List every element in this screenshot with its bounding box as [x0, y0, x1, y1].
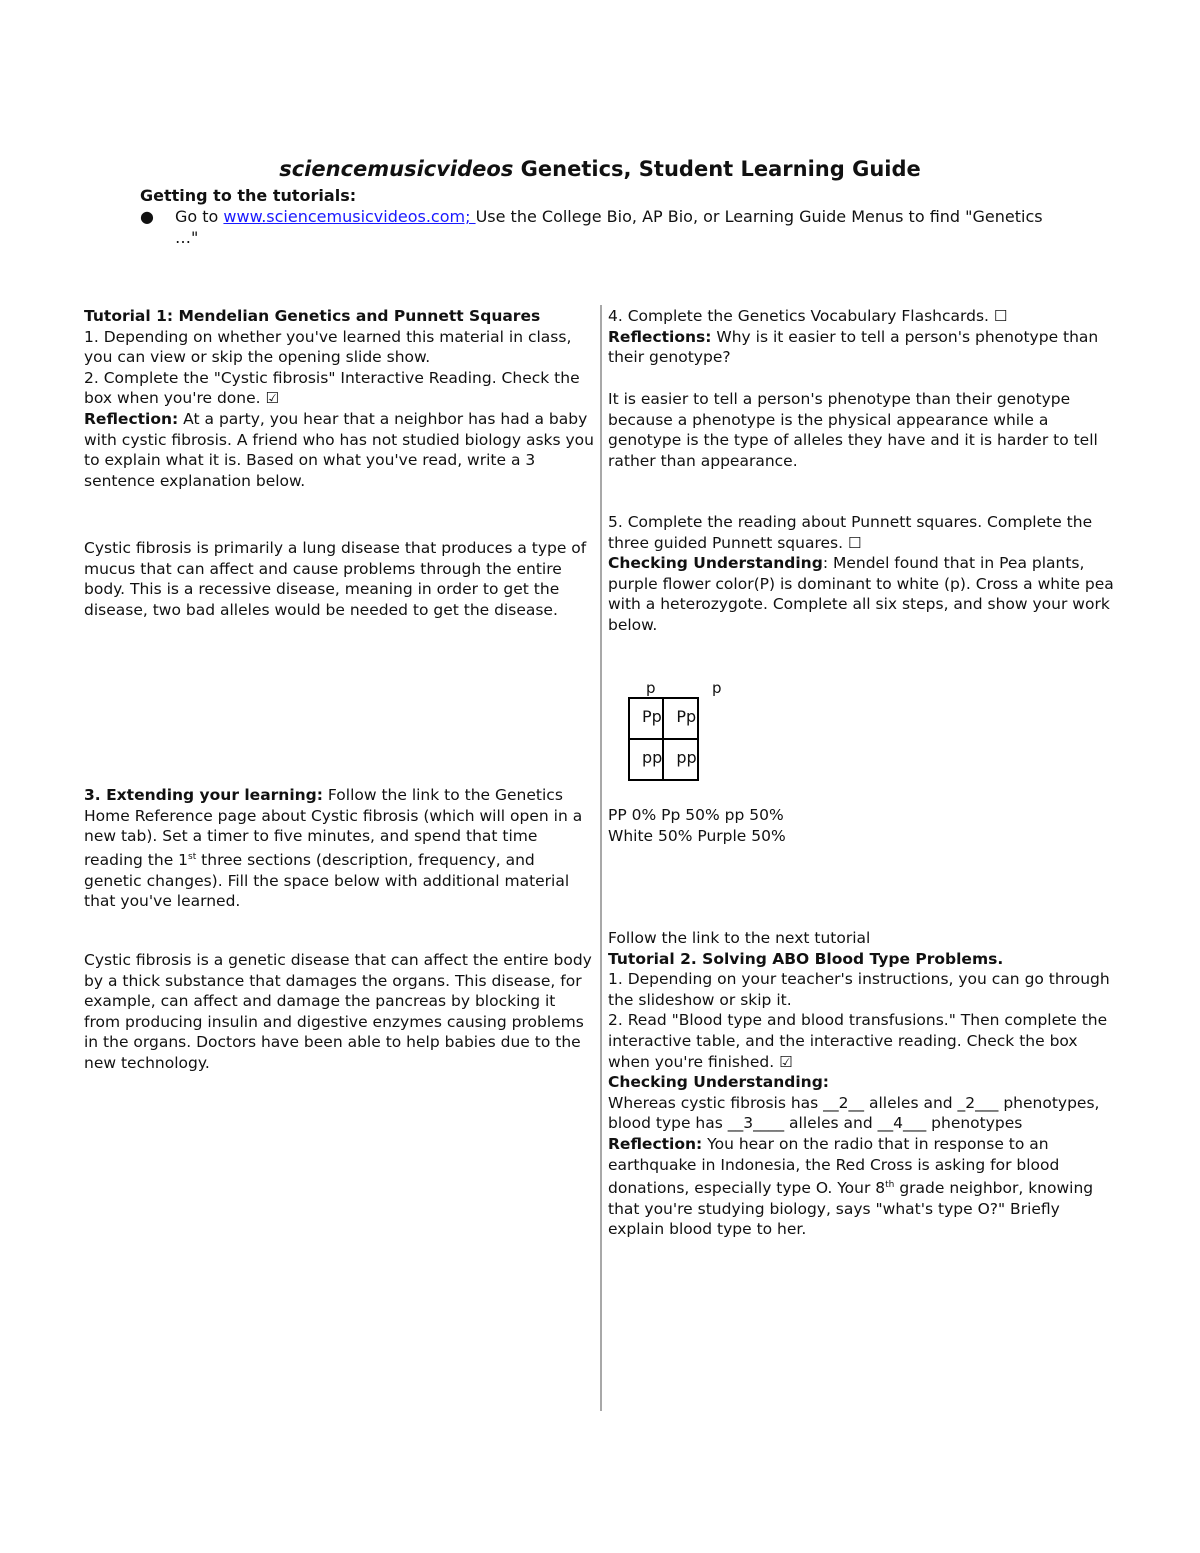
checked-box-icon[interactable]: ☑ — [265, 389, 279, 408]
punnett-grid — [628, 697, 699, 781]
answer-extending: Cystic fibrosis is a genetic disease that can affect the entire body by a thick substance that damages the organs. This disease, for example, can affect and damage the pancreas by blocking it from producing insulin and digestive enzymes causing problems in the organs. Doctors have been able to help babies due to the new technology. — [84, 951, 592, 1072]
punnett-cell: pp — [663, 739, 697, 780]
extending-text-b: three sections (description, frequency, and genetic changes). Fill the space below with additional material that you've learned. — [84, 850, 570, 911]
punnett-cell: Pp — [629, 698, 663, 739]
extending-learning — [84, 785, 594, 912]
sciencemusicvideos-link[interactable]: www.sciencemusicvideos.com; — [223, 207, 476, 226]
tutorial2-heading: Tutorial 2. Solving ABO Blood Type Problems. — [608, 949, 1004, 968]
step5 — [608, 512, 1120, 553]
punnett-row — [629, 698, 698, 739]
title-brand: sciencemusicvideos — [279, 157, 514, 181]
goto-prefix: Go to — [175, 207, 224, 226]
step5-text: 5. Complete the reading about Punnett squares. Complete the three guided Punnett squares. — [608, 513, 1093, 552]
title-rest: Genetics, Student Learning Guide — [513, 157, 921, 181]
step4-text: 4. Complete the Genetics Vocabulary Flashcards. — [608, 307, 989, 325]
extending-sup: st — [188, 851, 197, 862]
phenotype-ratio: White 50% Purple 50% — [608, 826, 786, 845]
column-divider — [600, 305, 602, 1411]
tutorial1-step1: 1. Depending on whether you've learned this material in class, you can view or skip the opening slide show. — [84, 327, 572, 367]
follow-link-text: Follow the link to the next tutorial — [608, 929, 871, 947]
checked-box-icon[interactable]: ☑ — [779, 1052, 793, 1071]
reflection-text: At a party, you hear that a neighbor has had a baby with cystic fibrosis. A friend who has not studied biology asks you to explain what it is. Based on what you've read, write a 3 sentence explanation below. — [84, 409, 594, 490]
goto-text — [175, 206, 1060, 248]
reflection2-label: Reflection: — [608, 1134, 703, 1153]
reflection2-prompt — [608, 1134, 1120, 1240]
answer-phenotype: It is easier to tell a person's phenotype than their genotype because a phenotype is the physical appearance while a genotype is the type of alleles they have and it is harder to tell rather than appearance. — [608, 390, 1098, 470]
tutorial2-section — [608, 928, 1120, 1240]
reflection2-text-b: grade neighbor, knowing that you're studying biology, says "what's type O?" Briefly explain blood type to her. — [608, 1179, 1094, 1239]
tutorial2-step1: 1. Depending on your teacher's instructions, you can go through the slideshow or skip it. — [608, 970, 1110, 1009]
checking-understanding-prompt — [608, 553, 1120, 635]
reflections-text: Why is it easier to tell a person's phenotype than their genotype? — [608, 327, 1099, 367]
reflections-label: Reflections: — [608, 327, 712, 346]
empty-box-icon[interactable]: ☐ — [847, 533, 862, 552]
reflections-prompt — [608, 327, 1120, 368]
page-title — [0, 157, 1200, 181]
tutorial1-step2 — [84, 368, 594, 409]
extending-label: 3. Extending your learning: — [84, 786, 323, 804]
tutorial1-section — [84, 306, 594, 491]
checking2-text: Whereas cystic fibrosis has __2__ alleles and _2___ phenotypes, blood type has __3____ alleles and __4___ phenotypes — [608, 1093, 1100, 1133]
empty-box-icon[interactable]: ☐ — [993, 307, 1008, 325]
punnett-col-header: p — [646, 679, 656, 697]
bullet-icon: ● — [140, 207, 154, 226]
punnett-col-header: p — [712, 679, 722, 697]
reflection2-sup: th — [885, 1180, 895, 1191]
tutorial1-heading: Tutorial 1: Mendelian Genetics and Punnett Squares — [84, 307, 541, 325]
punnett-row — [629, 739, 698, 780]
getting-to-tutorials-heading: Getting to the tutorials: — [140, 186, 357, 205]
punnett-cell: pp — [629, 739, 663, 780]
goto-suffix: Use the College Bio, AP Bio, or Learning Guide Menus to find "Genetics …" — [175, 207, 1043, 247]
checking-text: : Mendel found that in Pea plants, purple flower color(P) is dominant to white (p). Cross a white pea with a heterozygote. Complete all six steps, and show your work below. — [608, 554, 1114, 634]
tutorial2-step2 — [608, 1010, 1120, 1072]
step5-section — [608, 512, 1120, 636]
answer-cystic-fibrosis: Cystic fibrosis is primarily a lung disease that produces a type of mucus that can affect and cause problems through the entire body. This is a recessive disease, meaning in order to get the disease, two bad alleles would be needed to get the disease. — [84, 539, 587, 619]
extending-text-a: Follow the link to the Genetics Home Reference page about Cystic fibrosis (which will open in a new tab). Set a timer to five minutes, and spend that time reading the 1 — [84, 786, 583, 869]
checking2-label: Checking Understanding: — [608, 1073, 829, 1092]
punnett-cell: Pp — [663, 698, 697, 739]
tutorial1-step2-text: 2. Complete the "Cystic fibrosis" Interactive Reading. Check the box when you're done. — [84, 368, 580, 408]
step4 — [608, 306, 1120, 327]
reflection-prompt — [84, 409, 594, 491]
genotype-ratio: PP 0% Pp 50% pp 50% — [608, 806, 784, 824]
reflection2-text-a: You hear on the radio that in response to an earthquake in Indonesia, the Red Cross is asking for blood donations, especially type O. Your 8 — [608, 1134, 1060, 1198]
reflection-label: Reflection: — [84, 409, 179, 428]
goto-instructions — [140, 206, 1060, 248]
step4-section — [608, 306, 1120, 368]
checking-label: Checking Understanding — [608, 554, 823, 573]
tutorial2-step2-text: 2. Read "Blood type and blood transfusions." Then complete the interactive table, and the interactive reading. Check the box when you're finished. — [608, 1011, 1108, 1071]
punnett-results — [608, 805, 1120, 846]
